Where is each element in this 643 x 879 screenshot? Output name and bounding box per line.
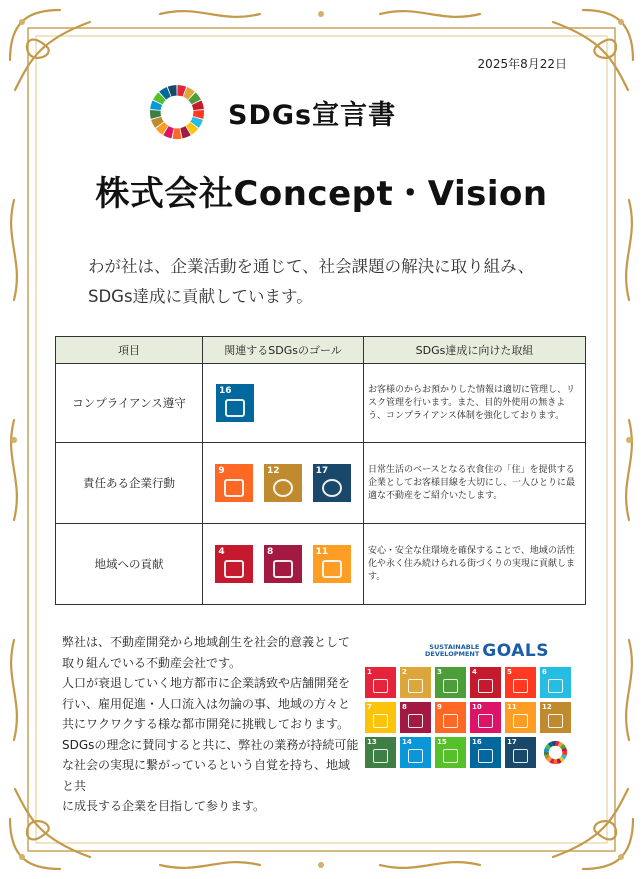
row-item: 責任ある企業行動 <box>56 443 203 524</box>
sdg-goal-4-tile-icon: 4 <box>470 667 501 698</box>
sdg-goal-5-tile-icon: 5 <box>505 667 536 698</box>
closing-line: 弊社は、不動産開発から地域創生を社会的意義として <box>62 635 351 649</box>
row-goal-icons <box>203 364 364 443</box>
header-goals: 関連するSDGsのゴール <box>203 337 364 364</box>
title-row <box>148 82 396 142</box>
row-item: 地域への貢献 <box>56 524 203 605</box>
sdg-goal-8-tile-icon: 8 <box>400 702 431 733</box>
sdg-goals-poster <box>365 641 579 768</box>
sdg-goal-9-tile-icon: 9 <box>435 702 466 733</box>
row-goal-icons <box>203 443 364 524</box>
row-goal-icons <box>203 524 364 605</box>
row-initiative: 日常生活のベースとなる衣食住の「住」を提供する企業としてお客様目線を大切にし、一人ひとりに最適な不動産をご紹介いたします。 <box>364 443 586 524</box>
closing-line: 人口が衰退していく地方都市に企業誘致や店舗開発を <box>62 676 351 690</box>
sdg-goal-17-tile-icon: 17 <box>505 737 536 768</box>
lead-line: SDGs達成に貢献しています。 <box>88 287 313 306</box>
closing-line: 共にワクワクする様な都市開発に挑戦しております。 <box>62 717 350 731</box>
sdg-goal-4-icon: 4 <box>215 545 253 583</box>
sdg-goal-13-tile-icon: 13 <box>365 737 396 768</box>
sdg-logo-goals-text: GOALS <box>482 641 549 661</box>
closing-line: 行い、雇用促進・人口流入は勿論の事、地域の方々と <box>62 696 351 711</box>
table-row <box>56 443 586 524</box>
sdg-goal-12-tile-icon: 12 <box>540 702 571 733</box>
lead-line: わが社は、企業活動を通じて、社会課題の解決に取り組み、 <box>88 257 535 276</box>
sdg-goal-10-tile-icon: 10 <box>470 702 501 733</box>
sdg-goal-11-icon: 11 <box>313 545 351 583</box>
table-header-row <box>56 337 586 364</box>
wheel-segment <box>173 128 182 139</box>
closing-statement <box>62 632 360 817</box>
row-initiative: 安心・安全な住環境を確保することで、地域の活性化や永く住み続けられる街づくりの実現に貢献します。 <box>364 524 586 605</box>
sdg-goal-15-tile-icon: 15 <box>435 737 466 768</box>
sdg-goal-17-icon: 17 <box>313 464 351 502</box>
declaration-date: 2025年8月22日 <box>477 57 567 71</box>
sdg-goal-2-tile-icon: 2 <box>400 667 431 698</box>
sdg-goals-logo <box>395 641 579 661</box>
sdg-goal-14-tile-icon: 14 <box>400 737 431 768</box>
sdg-goal-3-tile-icon: 3 <box>435 667 466 698</box>
sdg-goal-7-tile-icon: 7 <box>365 702 396 733</box>
row-item: コンプライアンス遵守 <box>56 364 203 443</box>
sdg-goal-12-icon: 12 <box>264 464 302 502</box>
sdg-logo-small-text: SUSTAINABLE DEVELOPMENT <box>425 643 480 658</box>
sdg-wheel-tile-icon <box>540 737 571 768</box>
sdg-goal-6-tile-icon: 6 <box>540 667 571 698</box>
closing-line: に成長する企業を目指して参ります。 <box>62 799 266 813</box>
closing-line: SDGsの理念に賛同すると共に、弊社の業務が持続可能 <box>62 737 359 752</box>
sdg-goal-16-icon: 16 <box>216 384 254 422</box>
closing-line: 取り組んでいる不動産会社です。 <box>62 655 242 670</box>
sdg-goal-8-icon: 8 <box>264 545 302 583</box>
sdg-goal-11-tile-icon: 11 <box>505 702 536 733</box>
header-item: 項目 <box>56 337 203 364</box>
company-name: 株式会社Concept・Vision <box>95 174 548 214</box>
lead-statement <box>88 252 568 312</box>
sdg-goal-16-tile-icon: 16 <box>470 737 501 768</box>
sdg-goals-table <box>55 336 586 605</box>
sdg-goal-1-tile-icon: 1 <box>365 667 396 698</box>
sdg-goal-9-icon: 9 <box>215 464 253 502</box>
page-title: SDGs宣言書 <box>228 99 397 131</box>
sdg-wheel-logo-icon <box>148 83 206 141</box>
table-row <box>56 364 586 443</box>
row-initiative: お客様のからお預かりした情報は適切に管理し、リスク管理を行います。また、目的外使用の無きよう、コンプライアンス体制を強化しております。 <box>364 364 586 443</box>
table-row <box>56 524 586 605</box>
sdg-tiles-grid <box>365 667 579 768</box>
closing-line: な社会の実現に繋がっているという自覚を持ち、地域と共 <box>62 758 351 793</box>
header-initiatives: SDGs達成に向けた取組 <box>364 337 586 364</box>
